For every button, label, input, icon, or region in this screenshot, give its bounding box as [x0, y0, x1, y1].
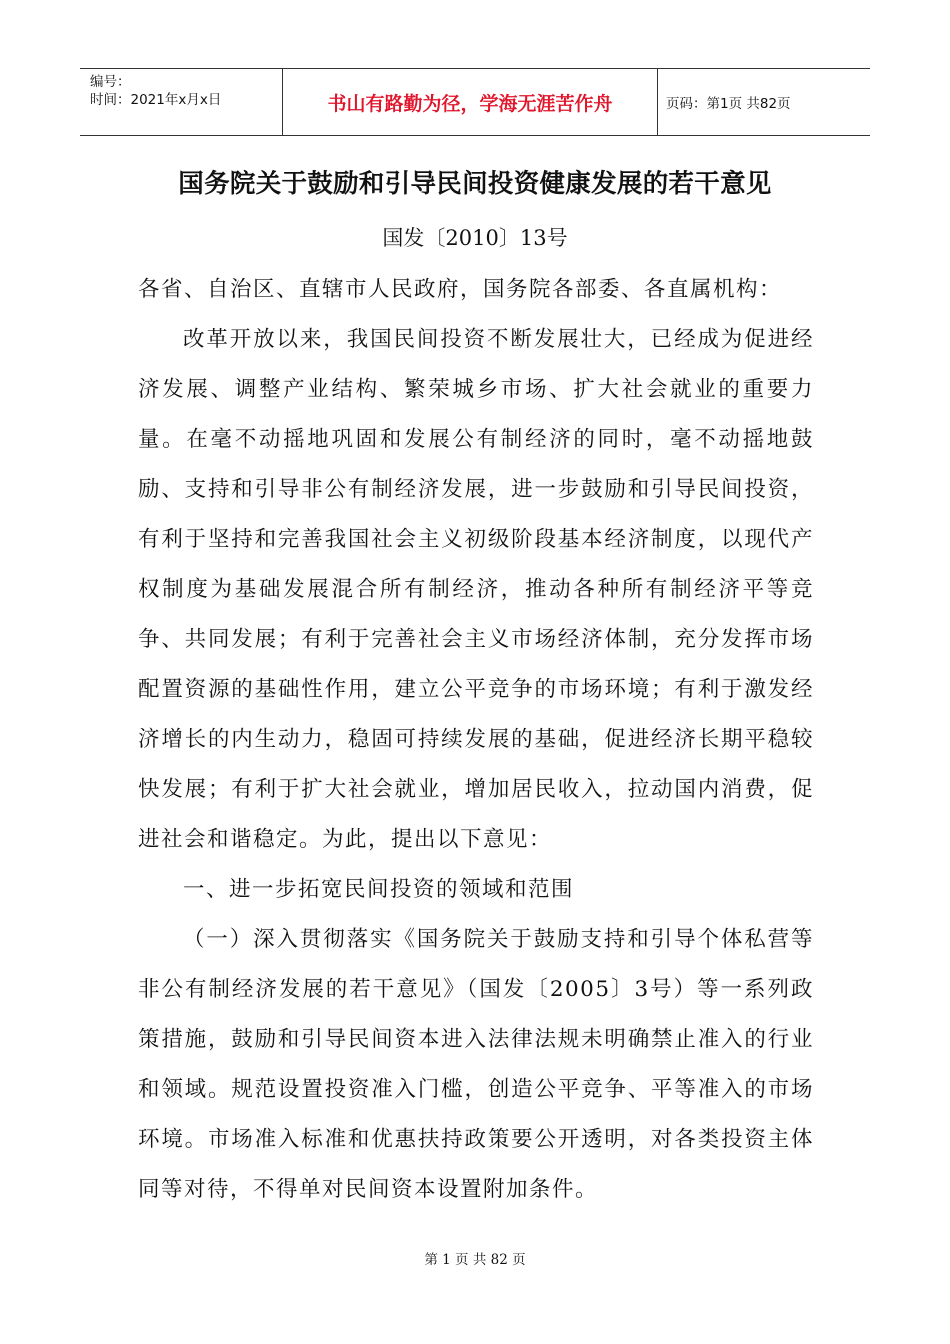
paragraph: （一）深入贯彻落实《国务院关于鼓励支持和引导个体私营等非公有制经济发展的若干意见》（国发〔2005〕3号）等一系列政策措施，鼓励和引导民间资本进入法律法规未明确禁止准入的行业和领域。规范设置投资准入门槛，创造公平竞争、平等准入的市场环境。市场准入标准和优惠扶持政策要公开透明，对各类投资主体同等对待，不得单对民间资本设置附加条件。 [138, 927, 814, 1202]
section-heading: 一、进一步拓宽民间投资的领域和范围 [183, 877, 575, 902]
header-meta [80, 69, 283, 135]
document-title: 国务院关于鼓励和引导民间投资健康发展的若干意见 [178, 169, 772, 199]
number-label: 编号： [90, 74, 131, 90]
page-footer: 第 1 页 共 82 页 [424, 1252, 526, 1268]
header-page-info: 页码：第1页 共82页 [666, 96, 791, 112]
time-label: 时间：2021年x月x日 [90, 92, 222, 108]
header-motto: 书山有路勤为径，学海无涯苦作舟 [283, 69, 658, 135]
document-body [138, 265, 814, 1215]
salutation: 各省、自治区、直辖市人民政府，国务院各部委、各直属机构： [138, 277, 783, 302]
document-number: 国发〔2010〕13号 [382, 226, 568, 250]
document-header [80, 68, 870, 136]
paragraph: 改革开放以来，我国民间投资不断发展壮大，已经成为促进经济发展、调整产业结构、繁荣城乡市场、扩大社会就业的重要力量。在毫不动摇地巩固和发展公有制经济的同时，毫不动摇地鼓励、支持和引导非公有制经济发展，进一步鼓励和引导民间投资，有利于坚持和完善我国社会主义初级阶段基本经济制度，以现代产权制度为基础发展混合所有制经济，推动各种所有制经济平等竞争、共同发展；有利于完善社会主义市场经济体制，充分发挥市场配置资源的基础性作用，建立公平竞争的市场环境；有利于激发经济增长的内生动力，稳固可持续发展的基础，促进经济长期平稳较快发展；有利于扩大社会就业，增加居民收入，拉动国内消费，促进社会和谐稳定。为此，提出以下意见： [138, 327, 814, 852]
